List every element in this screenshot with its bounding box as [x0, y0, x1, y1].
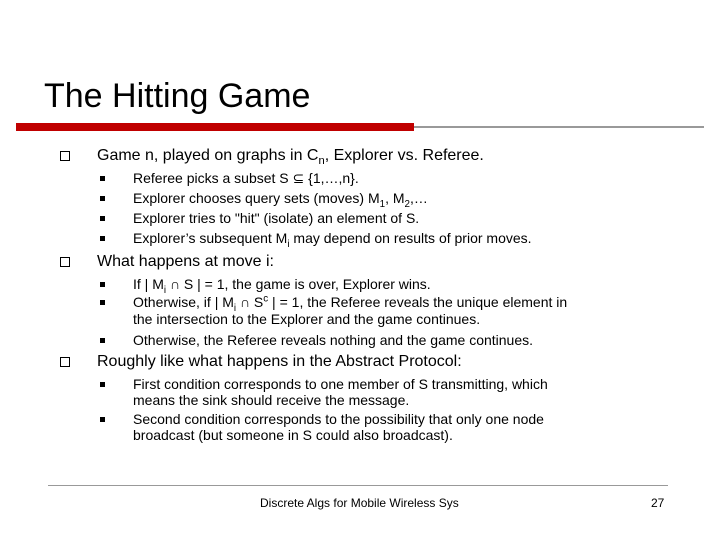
filled-square-bullet-icon [100, 282, 105, 287]
sub-bullet-continuation: the intersection to the Explorer and the game continues. [133, 311, 481, 327]
slide-title: The Hitting Game [44, 77, 311, 115]
sub-bullet [133, 190, 428, 210]
hollow-square-bullet-icon [60, 357, 70, 367]
subscript: n [318, 155, 325, 168]
filled-square-bullet-icon [100, 196, 105, 201]
filled-square-bullet-icon [100, 216, 105, 221]
bullet-point-2: What happens at move i: [97, 253, 274, 270]
sub-bullet: First condition corresponds to one member of S transmitting, which [133, 376, 548, 392]
bullet-point-3: Roughly like what happens in the Abstract Protocol: [97, 353, 462, 370]
sub-bullet-text: may depend on results of prior moves. [289, 230, 532, 246]
bullet-point-1 [97, 146, 484, 168]
sub-bullet [133, 230, 532, 250]
sub-bullet-text: If | M [133, 276, 164, 292]
sub-bullet: Second condition corresponds to the possibility that only one node [133, 411, 544, 427]
sub-bullet-text: Otherwise, if | M [133, 294, 234, 310]
filled-square-bullet-icon [100, 176, 105, 181]
filled-square-bullet-icon [100, 300, 105, 305]
subscript: i [287, 238, 290, 250]
title-underline-accent [16, 123, 414, 131]
hollow-square-bullet-icon [60, 151, 70, 161]
sub-bullet-text: , M [385, 190, 405, 206]
filled-square-bullet-icon [100, 338, 105, 343]
bullet-text: Game n, played on graphs in C [97, 147, 319, 164]
filled-square-bullet-icon [100, 417, 105, 422]
page-number: 27 [651, 496, 665, 510]
subset-symbol: ⊆ [292, 170, 305, 186]
subscript: 1 [379, 198, 386, 210]
sub-bullet-continuation: means the sink should receive the message. [133, 392, 410, 408]
sub-bullet [133, 293, 568, 314]
sub-bullet [133, 170, 359, 186]
superscript: c [263, 293, 269, 305]
intersection-symbol: ∩ [239, 294, 251, 310]
filled-square-bullet-icon [100, 236, 105, 241]
bullet-text: , Explorer vs. Referee. [324, 147, 484, 164]
sub-bullet-text: ,… [410, 190, 428, 206]
sub-bullet-text: Explorer’s subsequent M [133, 230, 288, 246]
filled-square-bullet-icon [100, 382, 105, 387]
sub-bullet: Otherwise, the Referee reveals nothing and the game continues. [133, 332, 534, 348]
sub-bullet [133, 276, 431, 296]
sub-bullet-text: S | = 1, the game is over, Explorer wins. [180, 276, 431, 292]
footer-text: Discrete Algs for Mobile Wireless Sys [260, 496, 459, 510]
subscript: 2 [404, 198, 410, 210]
footer-divider [48, 485, 668, 486]
hollow-square-bullet-icon [60, 257, 70, 267]
sub-bullet-text: {1,…,n}. [304, 170, 359, 186]
intersection-symbol: ∩ [169, 276, 180, 292]
sub-bullet-text: | = 1, the Referee reveals the unique element in [268, 294, 568, 310]
subscript: i [163, 284, 167, 296]
sub-bullet: Explorer tries to "hit" (isolate) an element of S. [133, 210, 420, 226]
subscript: i [233, 302, 237, 314]
sub-bullet-continuation: broadcast (but someone in S could also broadcast). [133, 427, 453, 443]
sub-bullet-text: Referee picks a subset S [133, 170, 293, 186]
title-underline-thin [414, 126, 704, 128]
sub-bullet-text: S [250, 294, 264, 310]
sub-bullet-text: Explorer chooses query sets (moves) M [133, 190, 380, 206]
